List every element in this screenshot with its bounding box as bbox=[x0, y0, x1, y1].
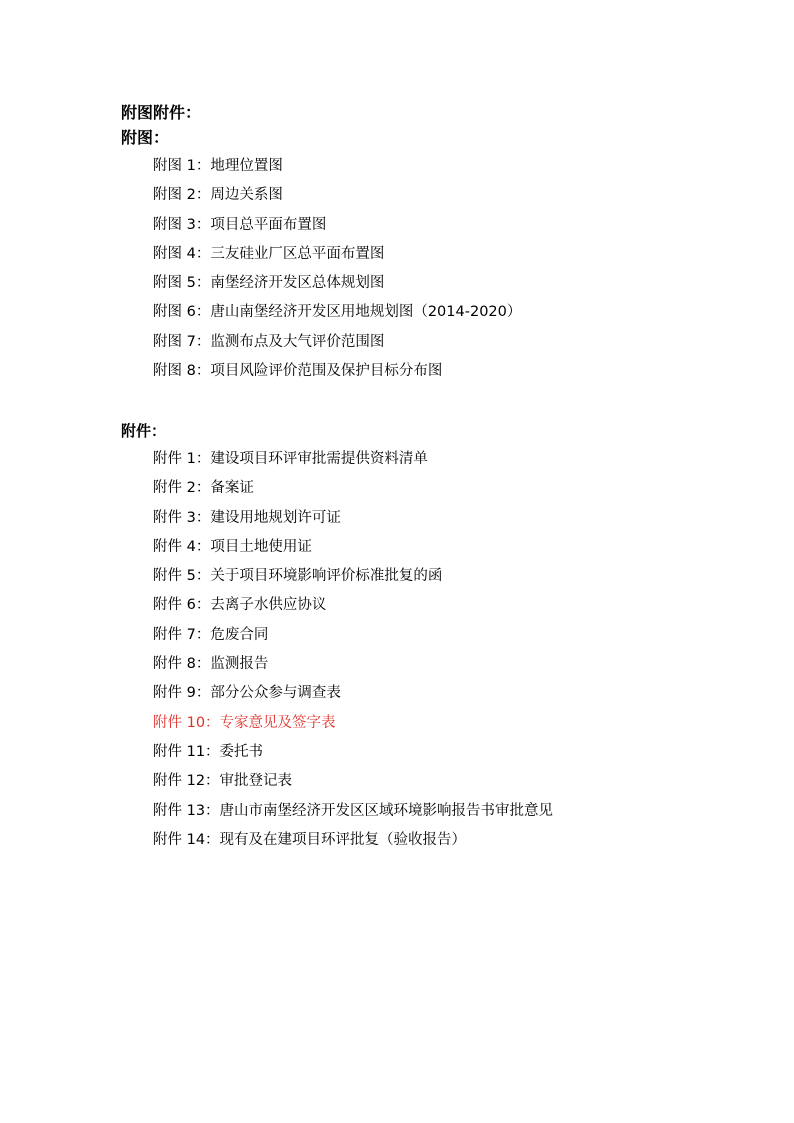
attachment-item-2: 附件 2：备案证 bbox=[153, 480, 254, 497]
figures-heading: 附图： bbox=[121, 128, 170, 147]
figure-item-7: 附图 7：监测布点及大气评价范围图 bbox=[153, 333, 385, 350]
attachment-item-13: 附件 13：唐山市南堡经济开发区区域环境影响报告书审批意见 bbox=[153, 802, 554, 819]
attachment-item-5: 附件 5：关于项目环境影响评价标准批复的函 bbox=[153, 568, 443, 585]
figures-list bbox=[153, 152, 521, 386]
attachment-item-3: 附件 3：建设用地规划许可证 bbox=[153, 509, 341, 526]
figure-item-3: 附图 3：项目总平面布置图 bbox=[153, 216, 327, 233]
figure-item-8: 附图 8：项目风险评价范围及保护目标分布图 bbox=[153, 363, 443, 380]
attachment-item-4: 附件 4：项目土地使用证 bbox=[153, 538, 312, 555]
figure-item-4: 附图 4：三友硅业厂区总平面布置图 bbox=[153, 245, 385, 262]
figure-item-6: 附图 6：唐山南堡经济开发区用地规划图（2014-2020） bbox=[153, 304, 522, 321]
attachments-list bbox=[153, 445, 553, 855]
attachment-item-9: 附件 9：部分公众参与调查表 bbox=[153, 685, 341, 702]
attachment-item-1: 附件 1：建设项目环评审批需提供资料清单 bbox=[153, 451, 428, 467]
figure-item-1: 附图 1：地理位置图 bbox=[153, 158, 283, 174]
attachment-item-12: 附件 12：审批登记表 bbox=[153, 773, 293, 790]
attachments-heading: 附件： bbox=[121, 422, 167, 440]
document-title: 附图附件： bbox=[121, 103, 202, 122]
attachment-item-14: 附件 14：现有及在建项目环评批复（验收报告） bbox=[153, 831, 467, 848]
attachment-item-7: 附件 7：危废合同 bbox=[153, 626, 269, 643]
attachment-item-10: 附件 10：专家意见及签字表 bbox=[153, 714, 336, 731]
figure-item-2: 附图 2：周边关系图 bbox=[153, 187, 283, 204]
attachment-item-6: 附件 6：去离子水供应协议 bbox=[153, 597, 327, 614]
attachment-item-11: 附件 11：委托书 bbox=[153, 743, 264, 760]
figure-item-5: 附图 5：南堡经济开发区总体规划图 bbox=[153, 275, 385, 292]
attachment-item-8: 附件 8：监测报告 bbox=[153, 656, 269, 673]
